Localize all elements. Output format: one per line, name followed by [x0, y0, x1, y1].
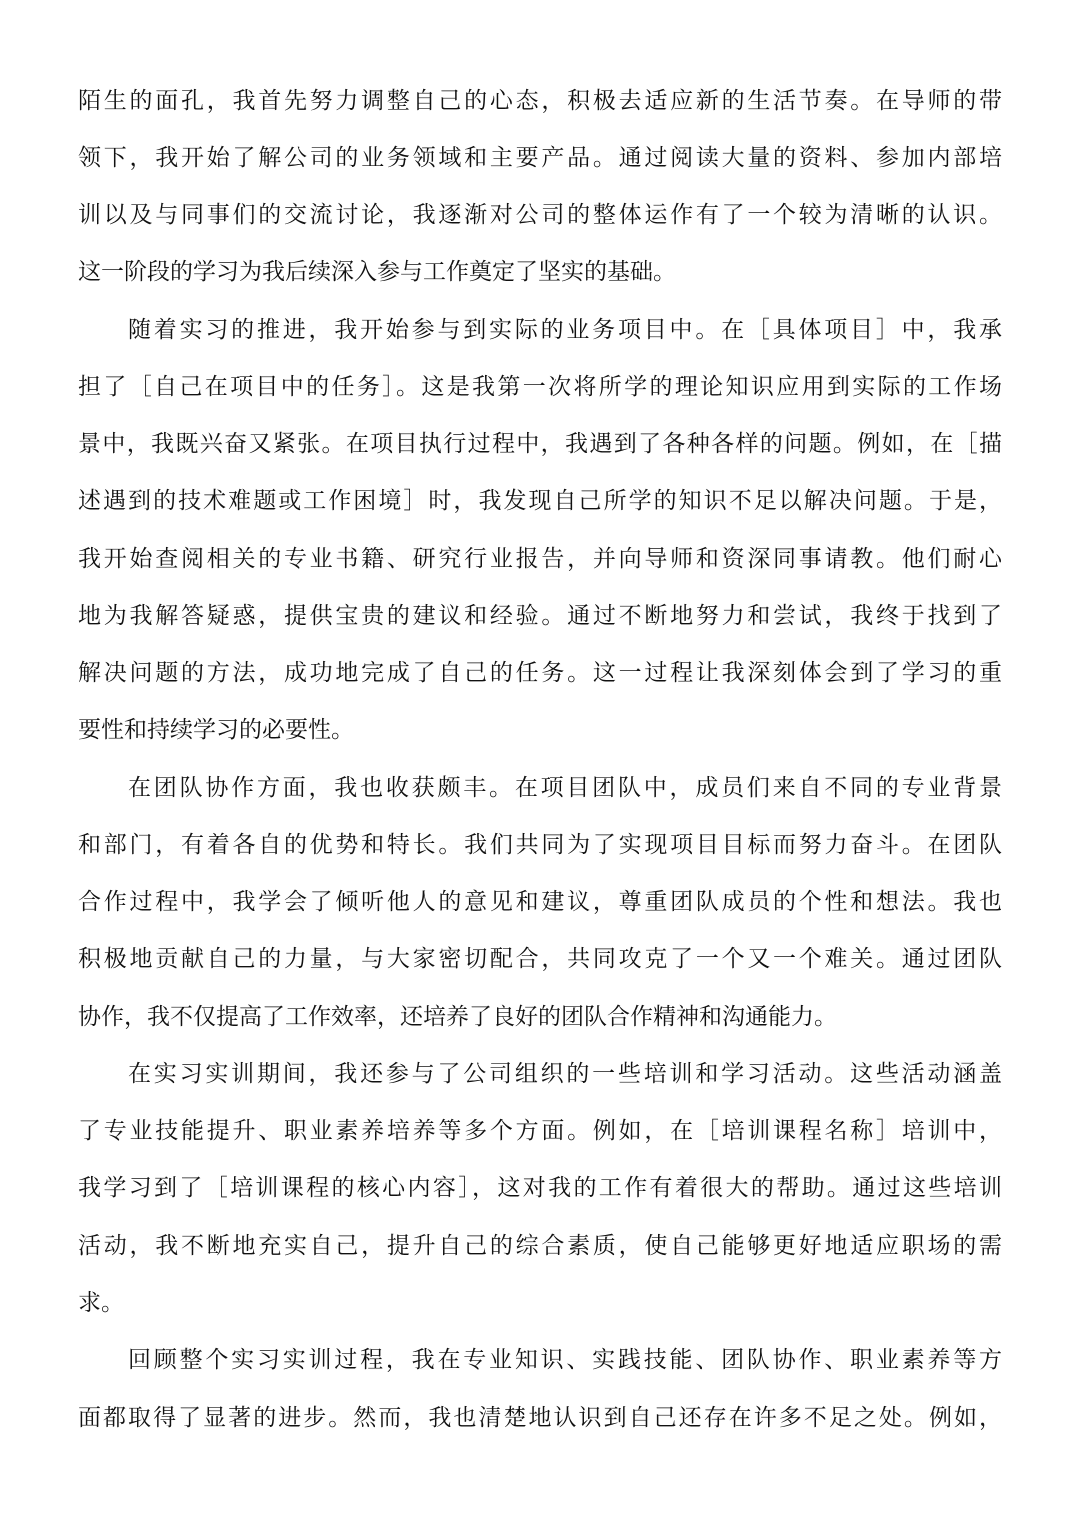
text-line: 要性和持续学习的必要性。	[78, 717, 354, 743]
paragraph-first-line: 在实习实训期间，我还参与了公司组织的一些培训和学习活动。这些活动涵盖	[128, 1061, 1002, 1087]
text-line: 和部门，有着各自的优势和特长。我们共同为了实现项目目标而努力奋斗。在团队	[78, 832, 1002, 858]
text-line: 述遇到的技术难题或工作困境］时，我发现自己所学的知识不足以解决问题。于是，	[78, 488, 1002, 514]
text-line: 积极地贡献自己的力量，与大家密切配合，共同攻克了一个又一个难关。通过团队	[78, 946, 1002, 972]
text-line: 解决问题的方法，成功地完成了自己的任务。这一过程让我深刻体会到了学习的重	[78, 660, 1002, 686]
text-line: 这一阶段的学习为我后续深入参与工作奠定了坚实的基础。	[78, 259, 676, 285]
text-line: 担了［自己在项目中的任务］。这是我第一次将所学的理论知识应用到实际的工作场	[78, 374, 1002, 400]
text-line: 我学习到了［培训课程的核心内容］，这对我的工作有着很大的帮助。通过这些培训	[78, 1175, 1002, 1201]
paragraph-first-line: 回顾整个实习实训过程，我在专业知识、实践技能、团队协作、职业素养等方	[128, 1347, 1002, 1373]
text-line: 协作，我不仅提高了工作效率，还培养了良好的团队合作精神和沟通能力。	[78, 1004, 837, 1030]
text-line: 地为我解答疑惑，提供宝贵的建议和经验。通过不断地努力和尝试，我终于找到了	[78, 603, 1002, 629]
text-line: 面都取得了显著的进步。然而，我也清楚地认识到自己还存在许多不足之处。例如，	[78, 1405, 1002, 1431]
text-line: 活动，我不断地充实自己，提升自己的综合素质，使自己能够更好地适应职场的需	[78, 1233, 1002, 1259]
text-line: 领下，我开始了解公司的业务领域和主要产品。通过阅读大量的资料、参加内部培	[78, 145, 1002, 171]
text-line: 陌生的面孔，我首先努力调整自己的心态，积极去适应新的生活节奏。在导师的带	[78, 88, 1002, 114]
text-line: 了专业技能提升、职业素养培养等多个方面。例如，在［培训课程名称］培训中，	[78, 1118, 1002, 1144]
text-line: 景中，我既兴奋又紧张。在项目执行过程中，我遇到了各种各样的问题。例如，在［描	[78, 431, 1002, 457]
paragraph-first-line: 在团队协作方面，我也收获颇丰。在项目团队中，成员们来自不同的专业背景	[128, 775, 1002, 801]
text-line: 训以及与同事们的交流讨论，我逐渐对公司的整体运作有了一个较为清晰的认识。	[78, 202, 1002, 228]
text-line: 求。	[78, 1290, 124, 1316]
paragraph-first-line: 随着实习的推进，我开始参与到实际的业务项目中。在［具体项目］中，我承	[128, 317, 1002, 343]
text-line: 合作过程中，我学会了倾听他人的意见和建议，尊重团队成员的个性和想法。我也	[78, 889, 1002, 915]
text-line: 我开始查阅相关的专业书籍、研究行业报告，并向导师和资深同事请教。他们耐心	[78, 546, 1002, 572]
